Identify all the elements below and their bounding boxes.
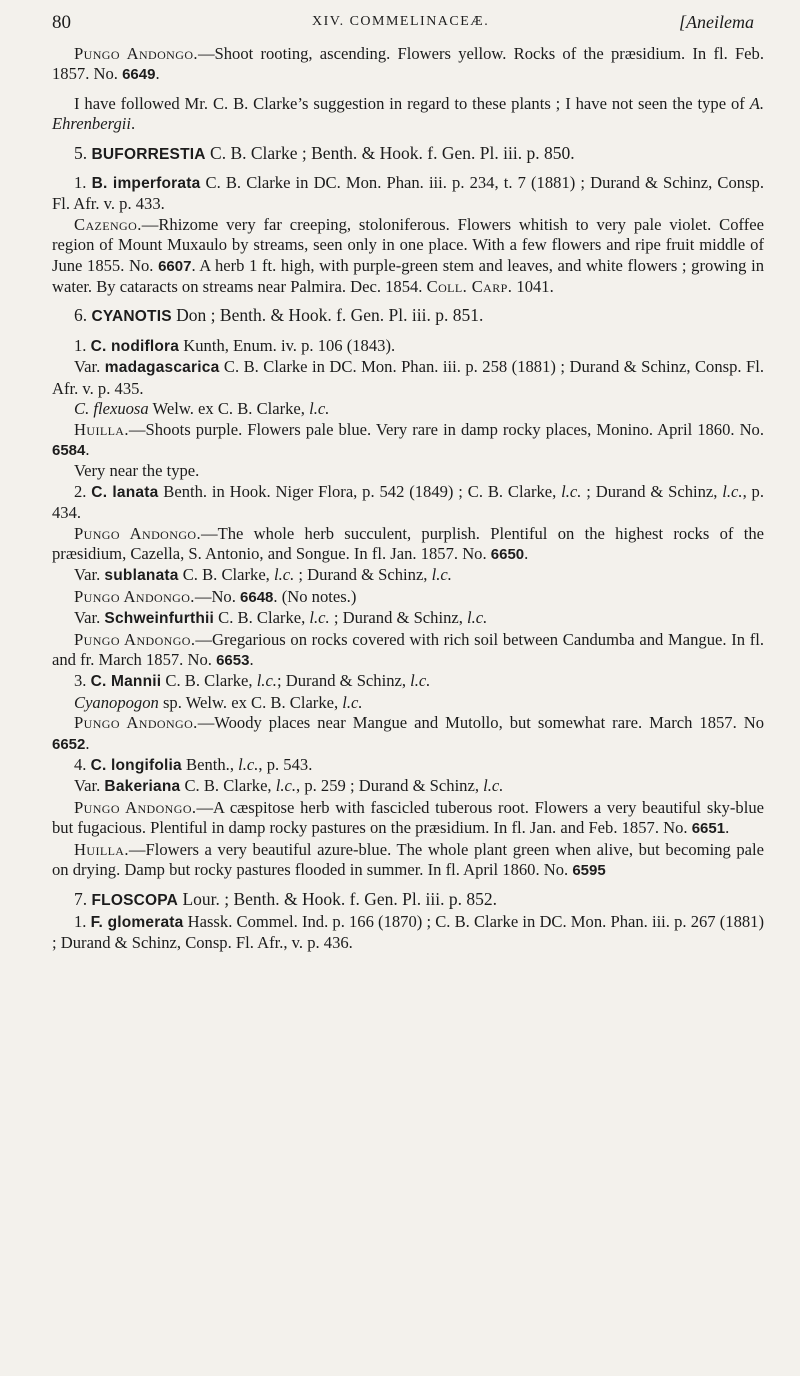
italic-text: l.c. xyxy=(342,692,363,712)
taxon-name: Bakeriana xyxy=(104,778,181,796)
text-run: —Shoot rooting, ascending. Flowers yellow. Rocks of the præsidium. In fl. Feb. 1857. No. xyxy=(52,44,764,84)
locality: Pungo Andongo. xyxy=(74,586,195,606)
species-cont-paragraph xyxy=(52,608,764,629)
italic-text: C. flexuosa xyxy=(74,399,149,419)
text-run: . (No notes.) xyxy=(273,586,357,606)
text-run: Var. xyxy=(74,357,105,377)
record-cont-paragraph xyxy=(52,630,764,672)
text-run: Very near the type. xyxy=(74,461,200,481)
text-run: 1. xyxy=(74,173,92,193)
italic-text: l.c. xyxy=(410,671,431,691)
text-run: 5. xyxy=(74,142,92,163)
italic-text: l.c. xyxy=(275,776,297,796)
record-cont-paragraph xyxy=(52,420,764,462)
species-paragraph xyxy=(52,336,764,357)
text-run: C. B. Clarke ; Benth. & Hook. f. Gen. Pl. iii. p. 850. xyxy=(205,142,575,163)
genus-paragraph xyxy=(52,143,764,165)
taxon-name: BUFORRESTIA xyxy=(91,145,206,163)
taxon-name: sublanata xyxy=(104,567,179,585)
text-run: C. B. Clarke, xyxy=(214,608,310,628)
text-run: . xyxy=(524,543,529,563)
species-cont-paragraph xyxy=(52,357,764,399)
text-run: , p. 434. xyxy=(52,481,765,523)
text-run: . xyxy=(85,439,90,459)
text-run: 3. xyxy=(74,671,91,691)
text-run: . xyxy=(85,733,90,753)
italic-text: l.c. xyxy=(273,565,295,585)
specimen-number: 6651 xyxy=(691,820,726,838)
text-run: Welw. ex C. B. Clarke, xyxy=(148,399,310,419)
text-run: . A herb 1 ft. high, with purple-green stem and leaves, and white flowers ; growing in water. By cataracts on streams near Palmira. Dec. 1854. xyxy=(52,255,764,297)
text-run: Var. xyxy=(74,776,105,796)
taxon-name: CYANOTIS xyxy=(91,308,172,326)
species-cont-paragraph xyxy=(52,482,764,524)
text-run: C. B. Clarke, xyxy=(180,776,276,796)
italic-text: l.c. xyxy=(483,776,504,796)
species-cont-paragraph xyxy=(52,671,764,692)
text-run: Lour. ; Benth. & Hook. f. Gen. Pl. iii. p. 852. xyxy=(178,889,497,910)
locality: Pungo Andongo. xyxy=(74,629,196,649)
running-genus: [Aneilema xyxy=(679,12,754,32)
text-run: . xyxy=(130,114,136,134)
italic-text: l.c. xyxy=(309,608,330,628)
text-run: C. B. Clarke, xyxy=(161,671,257,691)
locality: Pungo Andongo. xyxy=(74,523,201,543)
text-run: ; Durand & Schinz, xyxy=(276,671,411,691)
text-run: ; Durand & Schinz, xyxy=(294,565,432,585)
text-run: C. B. Clarke in DC. Mon. Phan. iii. p. 234, t. 7 (1881) ; Durand & Schinz, Consp. Fl. Afr. v. p. 433. xyxy=(52,173,764,214)
specimen-number: 6653 xyxy=(216,651,250,669)
text-run: —The whole herb succulent, purplish. Plentiful on the highest rocks of the præsidium, Cazella, S. Antonio, and Songue. In fl. Jan. 1857. No. xyxy=(52,523,764,563)
text-run: 2. xyxy=(74,481,92,501)
text-run: , p. 543. xyxy=(258,755,313,774)
specimen-number: 6607 xyxy=(158,257,192,275)
taxon-name: F. glomerata xyxy=(90,913,184,931)
locality: Cazengo. xyxy=(74,214,142,234)
text-run: . xyxy=(155,64,160,84)
record-cont-paragraph xyxy=(52,840,764,882)
locality: Pungo Andongo. xyxy=(74,713,198,733)
taxon-name: madagascarica xyxy=(104,359,220,377)
text-run: —Gregarious on rocks covered with rich soil between Candumba and Mangue. In fl. and fr. March 1857. No. xyxy=(52,629,764,669)
taxon-name: C. longifolia xyxy=(90,757,182,774)
record-cont-paragraph xyxy=(52,461,764,481)
text-run: Don ; Benth. & Hook. f. Gen. Pl. iii. p. 851. xyxy=(171,305,484,326)
italic-text: l.c. xyxy=(431,565,452,585)
running-head xyxy=(52,12,764,44)
taxon-name: C. lanata xyxy=(91,483,159,501)
text-run: . xyxy=(725,818,730,838)
specimen-number: 6584 xyxy=(52,441,86,459)
taxon-name: FLOSCOPA xyxy=(91,892,179,910)
italic-text: Cyanopogon xyxy=(74,692,159,712)
text-run: 1. xyxy=(74,911,91,931)
italic-text: l.c. xyxy=(722,481,743,501)
text-run: —Rhizome very far creeping, stoloniferous. Flowers whitish to very pale violet. Coffee region of Mount Muxaulo by streams, seen only in one place. With a few flowers and ripe fruit middle of June 1855. No. xyxy=(52,214,764,275)
locality: Huilla. xyxy=(74,419,129,439)
record-cont-paragraph xyxy=(52,713,764,755)
species-cont-paragraph xyxy=(52,776,764,797)
taxon-name: C. Mannii xyxy=(90,673,162,691)
italic-text: l.c. xyxy=(467,608,488,628)
specimen-number: 6650 xyxy=(490,545,525,563)
text-run: . xyxy=(249,649,254,669)
text-run: C. B. Clarke in DC. Mon. Phan. iii. p. 258 (1881) ; Durand & Schinz, Consp. Fl. Afr. v. p. 435. xyxy=(52,357,765,398)
text-run: C. B. Clarke, xyxy=(178,565,274,585)
italic-text: A. Ehrenbergii xyxy=(52,93,764,134)
italic-text: l.c. xyxy=(561,481,582,501)
text-run: Var. xyxy=(74,608,105,628)
genus-paragraph xyxy=(52,889,764,911)
text-run: —Woody places near Mangue and Mutollo, but somewhat rare. March 1857. No xyxy=(197,713,765,733)
record-cont-paragraph xyxy=(52,587,764,608)
text-run: 7. xyxy=(74,889,92,910)
record-paragraph xyxy=(52,215,764,298)
chapter-title: XIV. COMMELINACEÆ. xyxy=(312,14,490,29)
taxon-name: C. nodiflora xyxy=(90,337,180,355)
text-run: —Flowers a very beautiful azure-blue. The whole plant green when alive, but becoming pale on drying. Damp but rocky pastures flooded in summer. In fl. April 1860. No. xyxy=(52,839,764,880)
text-run: , p. 259 ; Durand & Schinz, xyxy=(296,776,484,796)
locality: Pungo Andongo. xyxy=(74,44,198,63)
species-cont-paragraph xyxy=(52,755,764,776)
locality: Pungo Andongo. xyxy=(74,797,197,817)
note-paragraph xyxy=(52,94,764,135)
text-run: Benth., xyxy=(181,755,239,774)
specimen-number: 6652 xyxy=(52,735,86,753)
species-paragraph xyxy=(52,173,764,215)
specimen-number: 6649 xyxy=(122,66,156,84)
text-run: ; Durand & Schinz, xyxy=(329,608,468,628)
record-cont-paragraph xyxy=(52,524,764,566)
italic-text: l.c. xyxy=(256,671,277,691)
species-cont-paragraph xyxy=(52,693,764,713)
species-cont-paragraph xyxy=(52,399,764,419)
body-text xyxy=(52,44,764,954)
text-run: Hassk. Commel. Ind. p. 166 (1870) ; C. B. Clarke in DC. Mon. Phan. iii. p. 267 (1881) ; Durand & Schinz, Consp. Fl. Afr., v. p. 436. xyxy=(52,911,765,953)
text-run: Benth. in Hook. Niger Flora, p. 542 (1849) ; C. B. Clarke, xyxy=(158,481,562,501)
locality: Huilla. xyxy=(74,839,129,859)
species-cont-paragraph xyxy=(52,565,764,586)
text-run: sp. Welw. ex C. B. Clarke, xyxy=(158,692,343,712)
page-number: 80 xyxy=(52,12,71,33)
text-run: —A cæspitose herb with fascicled tuberous root. Flowers a very beautiful sky-blue but fugacious. Plentiful in damp rocky pastures on the præsidium. In fl. Jan. and Feb. 1857. No. xyxy=(52,797,764,838)
taxon-name: Schweinfurthii xyxy=(104,610,215,628)
text-run: I have followed Mr. C. B. Clarke’s suggestion in regard to these plants ; I have not seen the type of xyxy=(74,93,750,113)
locality: Coll. Carp. xyxy=(426,277,513,297)
text-run: 6. xyxy=(74,305,92,326)
italic-text: l.c. xyxy=(309,399,330,419)
specimen-number: 6648 xyxy=(240,588,274,606)
text-run: ; Durand & Schinz, xyxy=(581,481,723,501)
italic-text: l.c. xyxy=(238,755,259,774)
text-run: —Shoots purple. Flowers pale blue. Very rare in damp rocky places, Monino. April 1860. No. xyxy=(128,419,764,439)
text-run: —No. xyxy=(194,586,241,606)
genus-paragraph xyxy=(52,305,764,327)
taxon-name: B. imperforata xyxy=(91,175,201,193)
record-cont-paragraph xyxy=(52,798,764,840)
text-run: 4. xyxy=(74,755,91,774)
species-cont-paragraph xyxy=(52,912,764,954)
text-run: 1041. xyxy=(512,277,554,297)
text-run: Var. xyxy=(74,565,105,585)
text-run: Kunth, Enum. iv. p. 106 (1843). xyxy=(179,335,396,355)
specimen-number: 6595 xyxy=(572,862,606,880)
text-run: 1. xyxy=(74,335,91,355)
record-paragraph xyxy=(52,44,764,86)
